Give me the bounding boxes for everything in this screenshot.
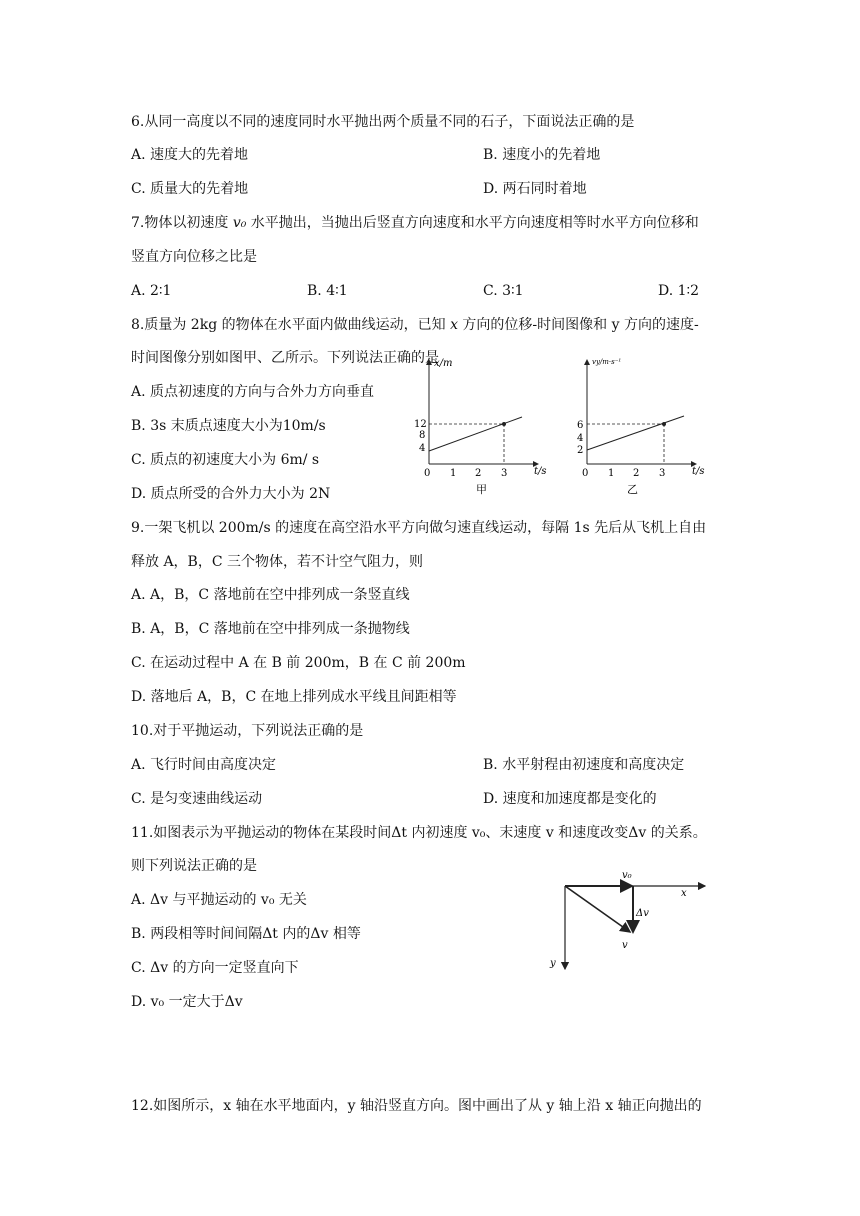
q10-option-d: D. 速度和加速度都是变化的 [483,791,657,807]
dv-label: Δv [636,908,649,919]
graph-yi [568,352,718,497]
graph-jia-ytick-4: 4 [419,443,426,454]
q11-stem-line1: 11.如图表示为平抛运动的物体在某段时间Δt 内初速度 v₀、末速度 v 和速度改变Δv 的关系。 [131,825,707,841]
q9-option-d: D. 落地后 A，B，C 在地上排列成水平线且间距相等 [131,689,457,705]
graph-jia-ytick-12: 12 [414,419,427,430]
graph-yi-xlabel: t/s [692,466,705,477]
graph-yi-xtick-0: 0 [582,468,589,479]
q7-stem-line2: 竖直方向位移之比是 [131,249,257,265]
v-vector [565,886,630,932]
q9-option-c: C. 在运动过程中 A 在 B 前 200m，B 在 C 前 200m [131,655,466,671]
q6-option-a: A. 速度大的先着地 [131,147,249,163]
graph-jia-xtick-0: 0 [424,468,431,479]
graph-yi-xtick-3: 3 [659,468,666,479]
q11-option-c: C. Δv 的方向一定竖直向下 [131,960,299,976]
q9-stem-line2: 释放 A，B，C 三个物体，若不计空气阻力，则 [131,554,424,570]
q6-option-d: D. 两石同时着地 [483,181,587,197]
graph-jia [410,352,570,497]
q8-stem-line1: 8.质量为 2kg 的物体在水平面内做曲线运动，已知 x 方向的位移-时间图像和 y 方向的速度- [131,317,699,333]
graph-yi-ytick-6: 6 [577,420,584,431]
q9-stem-line1: 9.一架飞机以 200m/s 的速度在高空沿水平方向做匀速直线运动，每隔 1s 先后从飞机上自由 [131,520,707,536]
velocity-vector-diagram [545,866,715,976]
graph-yi-ytick-2: 2 [577,445,584,456]
q6-option-b: B. 速度小的先着地 [483,147,601,163]
graph-jia-ytick-8: 8 [419,430,426,441]
q9-option-a: A. A，B，C 落地前在空中排列成一条竖直线 [131,587,410,603]
q8-option-c: C. 质点的初速度大小为 6m/ s [131,452,320,468]
v0-label: v₀ [622,870,632,881]
q7-option-b: B. 4∶1 [307,283,348,299]
q7-option-d: D. 1∶2 [658,283,700,299]
graph-yi-caption: 乙 [627,483,638,496]
graph-jia-xtick-2: 2 [475,468,482,479]
graph-jia-xtick-3: 3 [501,468,508,479]
graph-yi-ylabel: vy/m·s⁻¹ [592,358,622,366]
q9-option-b: B. A，B，C 落地前在空中排列成一条抛物线 [131,621,410,637]
graph-yi-line [587,416,684,450]
graph-yi-ytick-4: 4 [577,433,584,444]
q11-option-a: A. Δv 与平抛运动的 v₀ 无关 [131,892,307,908]
q10-option-a: A. 飞行时间由高度决定 [131,757,277,773]
q10-option-b: B. 水平射程由初速度和高度决定 [483,757,685,773]
q8-option-a: A. 质点初速度的方向与合外力方向垂直 [131,384,375,400]
q10-option-c: C. 是匀变速曲线运动 [131,791,263,807]
graph-yi-xtick-2: 2 [633,468,640,479]
graph-jia-line [429,417,522,451]
q8-option-b: B. 3s 末质点速度大小为10m/s [131,418,326,434]
q7-option-c: C. 3∶1 [483,283,524,299]
graph-jia-xlabel: t/s [534,466,547,477]
x-label: x [681,888,687,899]
q10-stem: 10.对于平抛运动，下列说法正确的是 [131,723,364,739]
graph-jia-point [502,422,506,426]
graph-jia-ylabel: x/m [434,358,453,369]
q6-stem: 6.从同一高度以不同的速度同时水平抛出两个质量不同的石子，下面说法正确的是 [131,114,635,130]
q11-stem-line2: 则下列说法正确的是 [131,858,257,874]
graph-jia-xtick-1: 1 [450,468,457,479]
graph-yi-xtick-1: 1 [608,468,615,479]
y-label: y [550,958,556,969]
q6-option-c: C. 质量大的先着地 [131,181,249,197]
q7-stem-line1: 7.物体以初速度 v₀ 水平抛出，当抛出后竖直方向速度和水平方向速度相等时水平方向位移和 [131,215,699,231]
q8-option-d: D. 质点所受的合外力大小为 2N [131,486,331,502]
q11-option-b: B. 两段相等时间间隔Δt 内的Δv 相等 [131,926,361,942]
graph-yi-point [662,422,666,426]
graph-jia-caption: 甲 [476,483,487,496]
q11-option-d: D. v₀ 一定大于Δv [131,994,243,1010]
q8-stem-line2: 时间图像分别如图甲、乙所示。下列说法正确的是 [131,350,439,366]
q7-option-a: A. 2∶1 [131,283,172,299]
q12-stem: 12.如图所示，x 轴在水平地面内，y 轴沿竖直方向。图中画出了从 y 轴上沿 x 轴正向抛出的 [131,1098,702,1114]
v-label: v [622,940,628,951]
